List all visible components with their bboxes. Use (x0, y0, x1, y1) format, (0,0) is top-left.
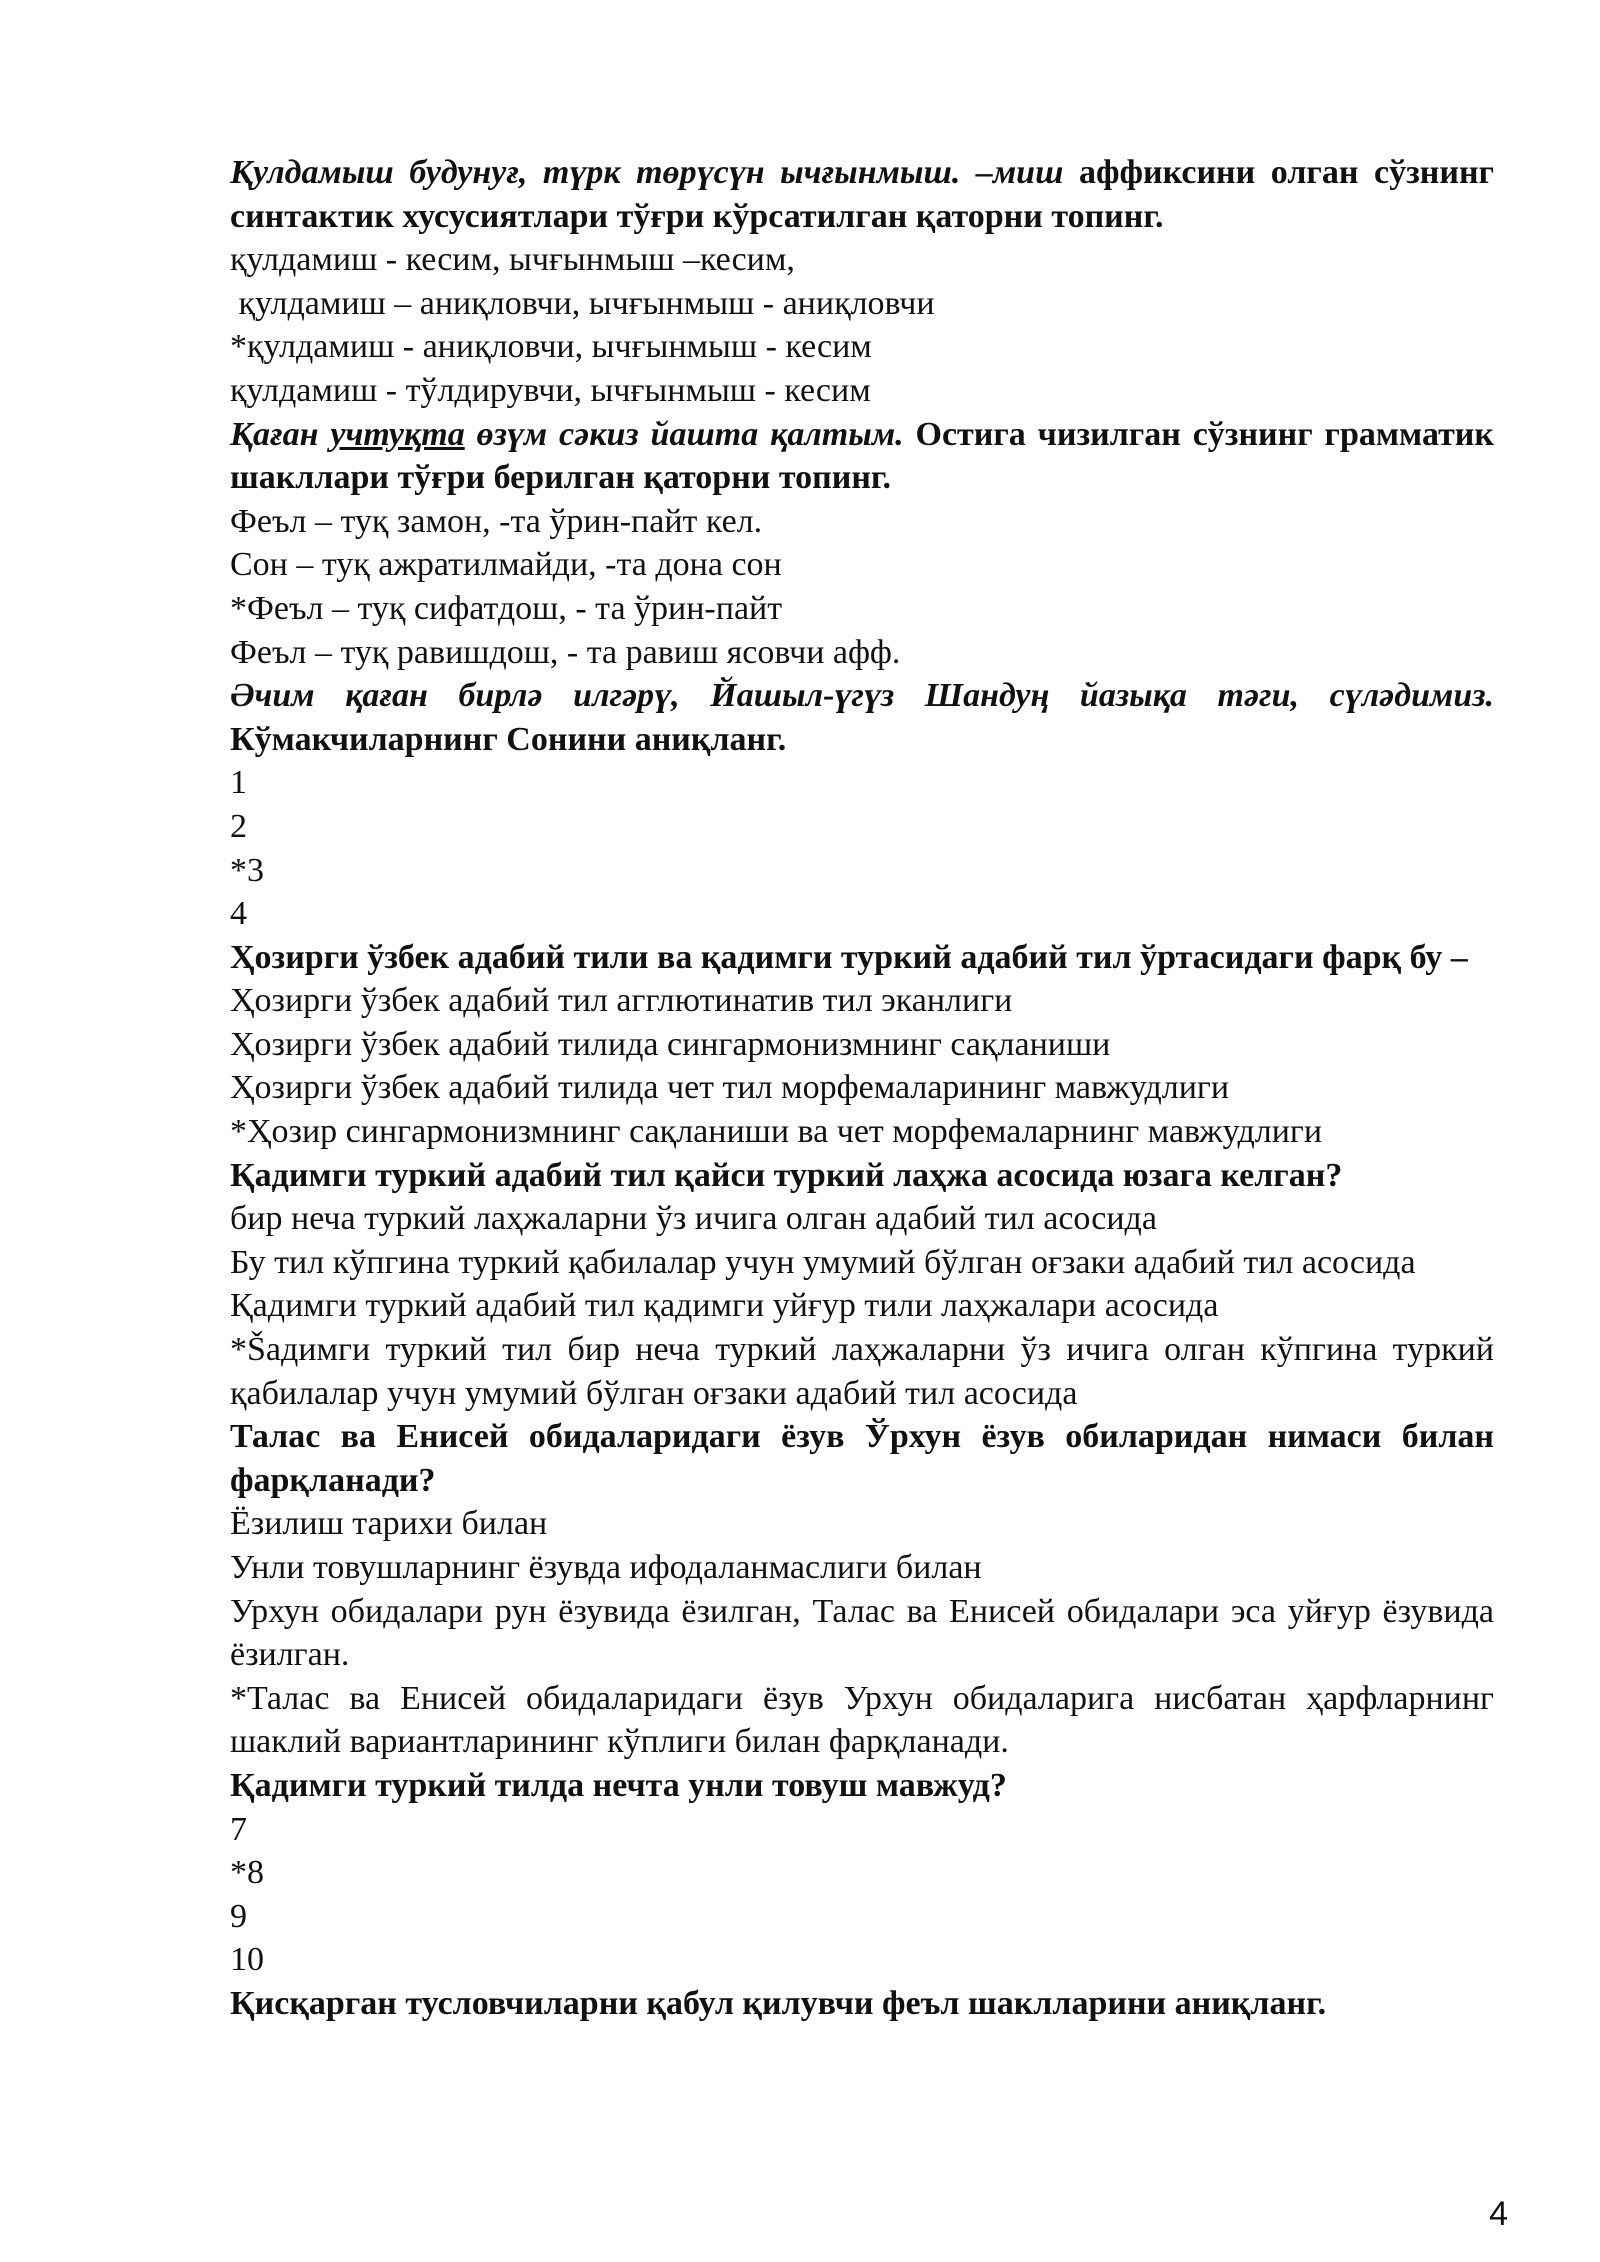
answer-option: Бу тил кўпгина туркий қабилалар учун умумий бўлган оғзаки адабий тил асосида (230, 1243, 1416, 1281)
answer-option: Ёзилиш тарихи билан (230, 1505, 548, 1543)
question-2 (230, 413, 1494, 500)
document-page (230, 151, 1494, 2026)
answer-option: 10 (230, 1941, 264, 1979)
question-1-text: аффиксини олган сўзнинг синтактик хусусиятлари тўғри кўрсатилган қаторни топинг. (230, 154, 1494, 235)
answer-option: бир неча туркий лаҳжаларни ўз ичига олган адабий тил асосида (230, 1200, 1157, 1238)
question-1-quote: Қулдамыш будунуғ, түрк төрүсүн ычғынмыш. –миш (230, 154, 1064, 191)
answer-option: қулдамиш – аниқловчи, ычғынмыш - аниқловчи (230, 284, 935, 322)
question-1 (230, 151, 1494, 238)
answer-option-correct: *3 (230, 851, 264, 889)
question-3 (230, 674, 1494, 761)
answer-option: 1 (230, 764, 247, 802)
answer-option: Сон – туқ ажратилмайди, -та дона сон (230, 546, 782, 584)
answer-option: Ҳозирги ўзбек адабий тилида чет тил морфемаларининг мавжудлиги (230, 1069, 1230, 1107)
answer-option-correct: *8 (230, 1854, 264, 1892)
question-2-underlined-word: учтуқта (330, 415, 465, 453)
answer-option: қулдамиш - кесим, ычғынмыш –кесим, (230, 241, 795, 279)
answer-option: Ҳозирги ўзбек адабий тилида сингармонизмнинг сақланиши (230, 1025, 1111, 1063)
question-2-quote-a: Қаған (230, 415, 331, 453)
page-number: 4 (1489, 2195, 1508, 2233)
question-3-text: Кўмакчиларнинг Сонини аниқланг. (230, 720, 787, 758)
answer-option-correct: *Ҳозир сингармонизмнинг сақланиши ва чет морфемаларнинг мавжудлиги (230, 1113, 1323, 1151)
answer-option: 4 (230, 895, 247, 933)
question-6: Талас ва Енисей обидаларидаги ёзув Ўрхун ёзув обиларидан нимаси билан фарқланади? (230, 1418, 1494, 1499)
answer-option: 9 (230, 1897, 247, 1935)
answer-option-correct: *Šадимги туркий тил бир неча туркий лаҳжаларни ўз ичига олган кўпгина туркий қабилалар учун умумий бўлган оғзаки адабий тил асосида (230, 1331, 1494, 1412)
question-8: Қисқарган тусловчиларни қабул қилувчи феъл шаклларини аниқланг. (230, 1984, 1327, 2022)
question-7: Қадимги туркий тилда нечта унли товуш мавжуд? (230, 1766, 1007, 1804)
answer-option: 7 (230, 1810, 247, 1848)
answer-option: Феъл – туқ равишдош, - та равиш ясовчи афф. (230, 633, 901, 671)
answer-option: 2 (230, 807, 247, 845)
question-2-quote-b: өзүм сәкиз йашта қалтым. (464, 415, 904, 453)
answer-option: Унли товушларнинг ёзувда ифодаланмаслиги билан (230, 1549, 982, 1586)
answer-option: қулдамиш - тўлдирувчи, ычғынмыш - кесим (230, 371, 871, 409)
question-2-text: Остига чизилган сўзнинг грамматик шакллари тўғри берилган қаторни топинг. (230, 415, 1494, 497)
question-4: Ҳозирги ўзбек адабий тили ва қадимги туркий адабий тил ўртасидаги фарқ бу – (230, 938, 1468, 976)
question-3-quote: Әчим қаған бирлә илгәрү, Йашыл-үгүз Шандуң йазықа тәги, сүләдимиз. (230, 677, 1494, 715)
answer-option: Урхун обидалари рун ёзувида ёзилган, Талас ва Енисей обидалари эса уйғур ёзувида ёзилган. (230, 1592, 1494, 1674)
answer-option-correct: *қулдамиш - аниқловчи, ычғынмыш - кесим (230, 328, 872, 366)
question-5: Қадимги туркий адабий тил қайси туркий лаҳжа асосида юзага келган? (230, 1156, 1343, 1194)
answer-option: Қадимги туркий адабий тил қадимги уйғур тили лаҳжалари асосида (230, 1287, 1219, 1325)
answer-option-correct: *Талас ва Енисей обидаларидаги ёзув Урхун обидаларига нисбатан ҳарфларнинг шаклий вариантларининг кўплиги билан фарқланади. (230, 1679, 1494, 1761)
answer-option: Ҳозирги ўзбек адабий тил агглютинатив тил эканлиги (230, 982, 1013, 1020)
answer-option: Феъл – туқ замон, -та ўрин-пайт кел. (230, 502, 763, 540)
answer-option-correct: *Феъл – туқ сифатдош, - та ўрин-пайт (230, 589, 783, 627)
